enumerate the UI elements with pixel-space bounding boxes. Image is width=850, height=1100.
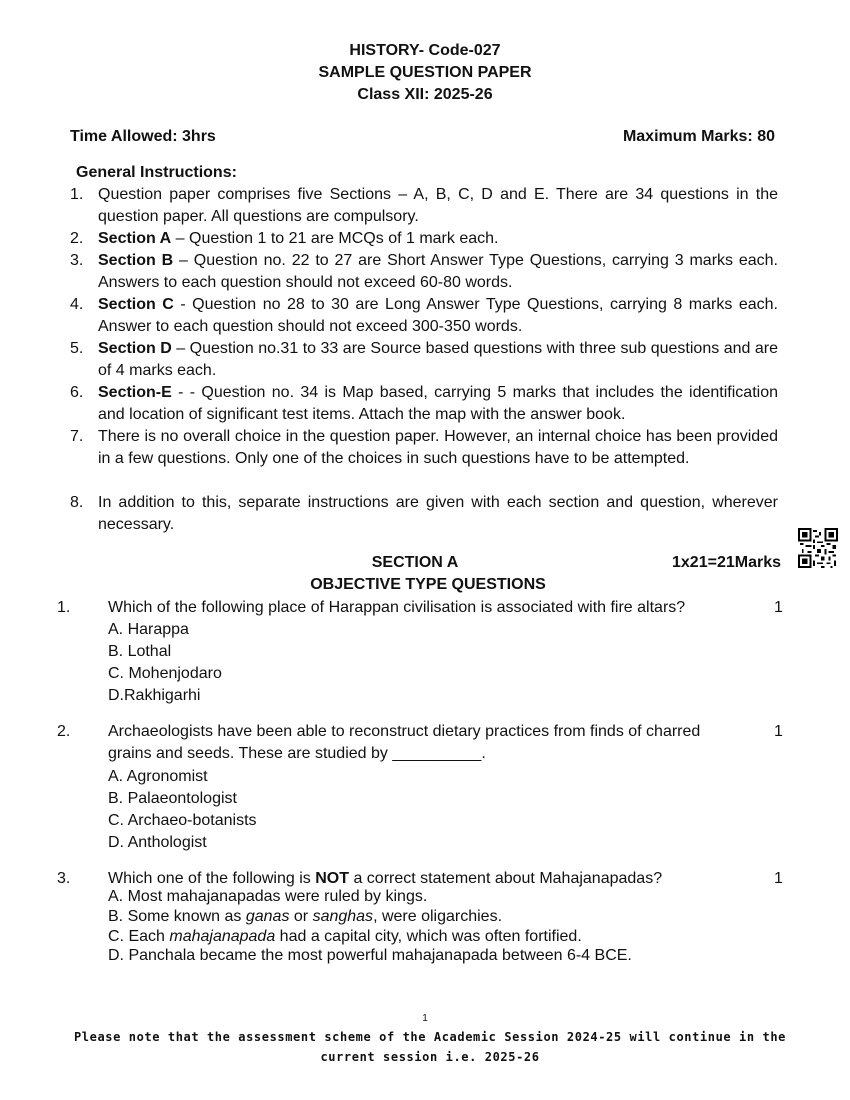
- question-marks: 1: [774, 870, 783, 887]
- instruction-text: In addition to this, separate instructions are given with each section and question, wherever necessary.: [98, 494, 778, 533]
- instruction-body: – Question no.31 to 33 are Source based questions with three sub questions and are of 4 marks each.: [98, 340, 779, 379]
- instruction-item: [70, 338, 778, 382]
- instruction-lead: Section D: [98, 340, 172, 357]
- option-a: A. Harappa: [108, 621, 189, 638]
- option-c: C. Mohenjodaro: [108, 665, 222, 682]
- option-text: or: [289, 908, 313, 925]
- instruction-text: [98, 294, 778, 338]
- instruction-text: [98, 382, 778, 426]
- instruction-number: 4.: [70, 296, 84, 313]
- option-c: [108, 927, 582, 947]
- paper-title: HISTORY- Code-027: [349, 42, 501, 59]
- instruction-item: [70, 426, 778, 470]
- question-marks: 1: [774, 723, 783, 740]
- instruction-lead: Section A: [98, 230, 172, 247]
- option-text: C. Each: [108, 928, 170, 945]
- question-text-part: Which one of the following is: [108, 870, 316, 887]
- footer-note: Please note that the assessment scheme of the Academic Session 2024-25 will continue in the current session i.e. 2025-26: [73, 1030, 787, 1064]
- instruction-number: 3.: [70, 252, 84, 269]
- section-title: SECTION A: [371, 554, 459, 571]
- option-a: A. Agronomist: [108, 768, 208, 785]
- instruction-number: 8.: [70, 494, 84, 511]
- option-d: D. Panchala became the most powerful mahajanapada between 6-4 BCE.: [108, 947, 632, 964]
- question-number: 2.: [57, 723, 71, 740]
- instruction-text: Question paper comprises five Sections – A, B, C, D and E. There are 34 questions in the question paper. All questions are compulsory.: [98, 186, 778, 225]
- question-text-part: a correct statement about Mahajanapadas?: [349, 870, 663, 887]
- instruction-lead: Section C: [98, 296, 174, 313]
- option-b: B. Lothal: [108, 643, 172, 660]
- instruction-text: [98, 338, 778, 382]
- instruction-item: [70, 228, 778, 250]
- instruction-body: - Question no 28 to 30 are Long Answer Type Questions, carrying 8 marks each. Answer to each question should not exceed 300-350 words.: [98, 296, 778, 335]
- question-text: Archaeologists have been able to reconstruct dietary practices from finds of charred grains and seeds. These are studied by __________.: [108, 723, 701, 762]
- instruction-lead: Section B: [98, 252, 174, 269]
- paper-class: Class XII: 2025-26: [357, 86, 493, 103]
- instruction-item: [70, 492, 778, 536]
- option-text: B. Some known as: [108, 908, 246, 925]
- instruction-number: 6.: [70, 384, 84, 401]
- instruction-body: – Question no. 22 to 27 are Short Answer Type Questions, carrying 3 marks each. Answers to each question should not exceed 60-80 words.: [98, 252, 779, 291]
- instruction-text: [98, 250, 778, 294]
- option-b: B. Palaeontologist: [108, 790, 237, 807]
- instruction-text: [98, 228, 778, 250]
- option-d: D.Rakhigarhi: [108, 687, 201, 704]
- instructions-title: General Instructions:: [76, 164, 237, 181]
- instruction-text: There is no overall choice in the question paper. However, an internal choice has been provided in a few questions. Only one of the choices in such questions have to be attempted.: [98, 428, 778, 467]
- instruction-item: [70, 184, 778, 228]
- instruction-body: - - Question no. 34 is Map based, carrying 5 marks that includes the identification and location of significant test items. Attach the map with the answer book.: [98, 384, 778, 423]
- question-marks: 1: [774, 599, 783, 616]
- option-text: , were oligarchies.: [373, 908, 503, 925]
- option-italic: sanghas: [312, 908, 374, 925]
- option-text: had a capital city, which was often fortified.: [275, 928, 582, 945]
- option-c: C. Archaeo-botanists: [108, 812, 257, 829]
- instruction-number: 2.: [70, 230, 84, 247]
- page-number: 1: [422, 1013, 428, 1024]
- instruction-body: – Question 1 to 21 are MCQs of 1 mark each.: [171, 230, 499, 247]
- instruction-item: [70, 382, 778, 426]
- instruction-number: 1.: [70, 186, 84, 203]
- paper-subtitle: SAMPLE QUESTION PAPER: [318, 64, 532, 81]
- maximum-marks: Maximum Marks: 80: [622, 128, 775, 145]
- option-d: D. Anthologist: [108, 834, 207, 851]
- option-b: [108, 907, 502, 927]
- instruction-number: 7.: [70, 428, 84, 445]
- question-number: 3.: [57, 870, 71, 887]
- option-a: A. Most mahajanapadas were ruled by kings.: [108, 888, 428, 905]
- section-marks: 1x21=21Marks: [672, 554, 781, 571]
- option-italic: mahajanapada: [169, 928, 276, 945]
- instruction-item: [70, 250, 778, 294]
- instruction-number: 5.: [70, 340, 84, 357]
- option-italic: ganas: [245, 908, 290, 925]
- instruction-item: [70, 294, 778, 338]
- question-text-emphasis: NOT: [315, 870, 349, 887]
- time-allowed: Time Allowed: 3hrs: [70, 128, 216, 145]
- question-text: Which of the following place of Harappan civilisation is associated with fire altars?: [108, 599, 686, 616]
- question-number: 1.: [57, 599, 71, 616]
- instruction-lead: Section-E: [98, 384, 172, 401]
- section-subtitle: OBJECTIVE TYPE QUESTIONS: [310, 576, 546, 593]
